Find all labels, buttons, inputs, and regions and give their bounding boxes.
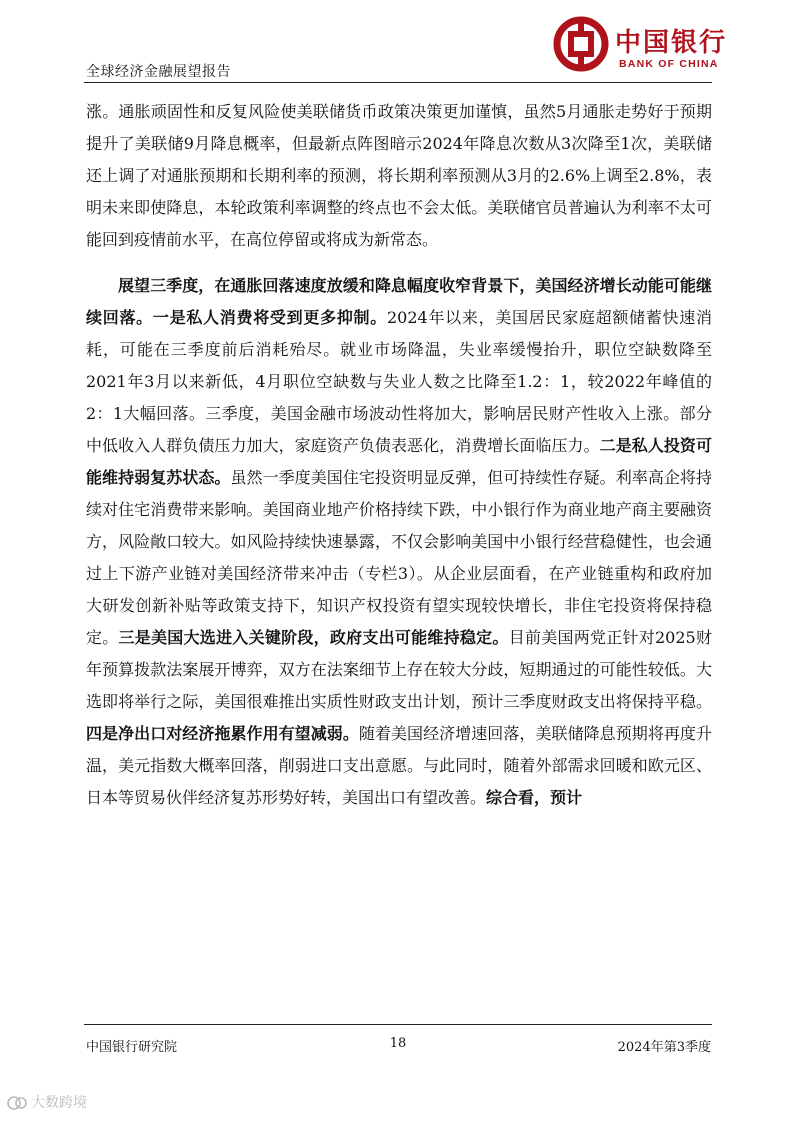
outlook-investment-bold: 二是私人投资可能维持弱复苏状态。 — [86, 436, 712, 487]
outlook-government-text: 目前美国两党正针对2025财年预算拨款法案展开博弈，双方在法案细节上存在较大分歧，短期通过的可能性较低。大选即将举行之际，美国很难推出实质性财政支出计划，预计三季度财政支出将保持平稳。 — [86, 628, 712, 711]
outlook-government-bold: 三是美国大选进入关键阶段，政府支出可能维持稳定。 — [118, 628, 509, 647]
footer-divider — [84, 1024, 712, 1025]
footer-period: 2024年第3季度 — [617, 1040, 711, 1055]
logo-chinese-name: 中国银行 — [615, 28, 728, 58]
body-text — [86, 96, 712, 814]
outlook-netexport-bold: 四是净出口对经济拖累作用有望减弱。 — [86, 724, 359, 743]
page-number: 18 — [389, 1036, 407, 1051]
watermark — [6, 1092, 87, 1112]
outlook-summary-bold: 综合看，预计 — [486, 788, 583, 807]
outlook-netexport-text: 随着美国经济增速回落，美联储降息预期将再度升温，美元指数大概率回落，削弱进口支出意愿。与此同时，随着外部需求回暖和欧元区、日本等贸易伙伴经济复苏形势好转，美国出口有望改善。 — [86, 724, 712, 807]
outlook-investment-text: 虽然一季度美国住宅投资明显反弹，但可持续性存疑。利率高企将持续对住宅消费带来影响。美国商业地产价格持续下跌，中小银行作为商业地产商主要融资方，风险敞口较大。如风险持续快速暴露，不仅会影响美国中小银行经营稳健性，也会通过上下游产业链对美国经济带来冲击（专栏3）。从企业层面看，在产业链重构和政府加大研发创新补贴等政策支持下，知识产权投资有望实现较快增长，非住宅投资将保持稳定。 — [86, 468, 712, 647]
bank-of-china-emblem-icon — [553, 16, 609, 72]
paragraph-inflation: 涨。通胀顽固性和反复风险使美联储货币政策决策更加谨慎，虽然5月通胀走势好于预期提升了美联储9月降息概率，但最新点阵图暗示2024年降息次数从3次降至1次，美联储还上调了对通胀预期和长期利率的预测，将长期利率预测从3月的2.6%上调至2.8%，表明未来即使降息，本轮政策利率调整的终点也不会太低。美联储官员普遍认为利率不太可能回到疫情前水平，在高位停留或将成为新常态。 — [86, 102, 712, 249]
watermark-logo-icon — [6, 1095, 28, 1111]
logo-english-name: BANK OF CHINA — [619, 58, 719, 70]
outlook-consumption-text: 2024年以来，美国居民家庭超额储蓄快速消耗，可能在三季度前后消耗殆尽。就业市场降温，失业率缓慢抬升，职位空缺数降至2021年3月以来新低，4月职位空缺数与失业人数之比降至1.2：1，较2022年峰值的2：1大幅回落。三季度，美国金融市场波动性将加大，影响居民财产性收入上涨。部分中低收入人群负债压力加大，家庭资产负债表恶化，消费增长面临压力。 — [86, 308, 712, 455]
bank-of-china-logo — [553, 10, 728, 78]
watermark-text: 大数跨境 — [31, 1094, 87, 1110]
outlook-lead-bold: 展望三季度，在通胀回落速度放缓和降息幅度收窄背景下，美国经济增长动能可能继续回落。一是私人消费将受到更多抑制。 — [86, 276, 712, 327]
header-divider — [84, 82, 712, 83]
paragraph-outlook — [86, 270, 712, 814]
footer-org: 中国银行研究院 — [86, 1040, 178, 1055]
report-title: 全球经济金融展望报告 — [86, 64, 231, 80]
